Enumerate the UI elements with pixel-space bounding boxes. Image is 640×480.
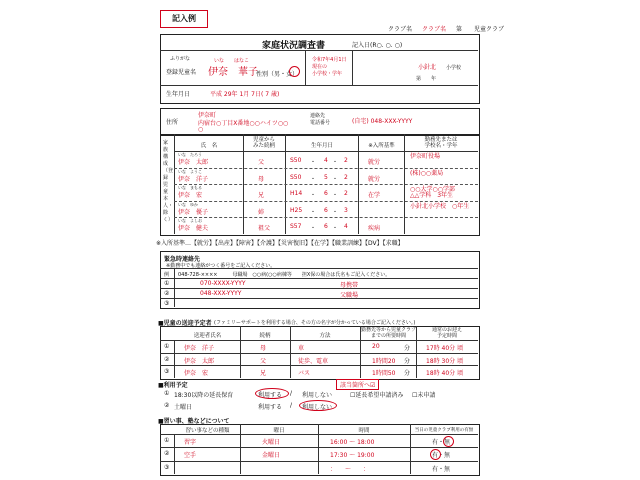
family-work: 小針北小学校 ○年生 — [410, 202, 470, 210]
family-furigana: いな よしお — [178, 218, 202, 224]
usage-check-1: ☐延長希望申請済み — [350, 392, 404, 399]
usage-option-nouse: 利用しない — [302, 392, 333, 399]
family-header-relation: 児童から みた続柄 — [252, 137, 275, 149]
family-dob-dot: ・ — [332, 208, 339, 216]
emergency-note: ※勤務中でも連絡がつく番号をご記入ください。 — [166, 263, 276, 269]
family-basis: 在学 — [368, 192, 381, 200]
entry-date: 記入日(R○. ○. ○) — [352, 42, 403, 49]
grade-label: 令和7年4月1日 現在の 小学校・学年 — [312, 57, 347, 77]
grade-value: 第 年 — [416, 76, 437, 82]
family-dob-dot: ・ — [310, 225, 317, 233]
usage-check-2: ☐未申請 — [412, 392, 436, 399]
emergency-phone: 048-XXX-YYYY — [200, 290, 242, 297]
usage-row-no: ② — [164, 402, 170, 409]
family-dob-dot: ・ — [332, 192, 339, 200]
lesson-time: 16:00 ～ 18:00 — [330, 439, 375, 446]
emergency-row-no: ③ — [164, 300, 170, 307]
family-dob-dot: ・ — [332, 225, 339, 233]
family-side-label: 家族構成（登録児童本人・除く） — [163, 140, 174, 223]
usage-row-label: 18:30以降の延長保育 — [174, 392, 234, 399]
school-name: 小針北 — [418, 64, 437, 71]
family-header-name: 氏 名 — [200, 143, 218, 149]
pickup-method: 徒歩、電車 — [298, 357, 329, 365]
family-dob-dot: ・ — [332, 175, 339, 183]
family-work: ○○大学○○学部 △△学科 3年生 — [410, 186, 455, 200]
family-dob-era: S50 — [290, 173, 302, 181]
family-dob-dot: ・ — [310, 175, 317, 183]
pickup-row-no: ① — [164, 343, 170, 350]
family-relation: 母 — [258, 175, 265, 183]
lesson-time: 17:30 ～ 19:00 — [330, 452, 375, 460]
family-furigana: いな たろう — [178, 152, 202, 157]
lessons-header-use: 当日の児童クラブ利用の有無 — [414, 428, 474, 433]
child-name: 伊奈 華子 — [208, 67, 258, 78]
pickup-name: 伊奈 太郎 — [184, 357, 215, 365]
family-furigana: いな まもる — [178, 185, 202, 191]
emergency-row-no: ② — [164, 290, 170, 297]
pickup-time: 17時 40分 頃 — [426, 345, 464, 352]
family-row-divider — [174, 201, 478, 202]
usage-option-use: 利用する — [258, 404, 283, 411]
emergency-example-label: 例 — [164, 272, 170, 278]
family-header-basis: ※入所基準 — [368, 143, 395, 149]
family-dob-day: 4 — [344, 223, 348, 231]
emergency-row-divider — [160, 298, 478, 299]
lesson-day: 金曜日 — [262, 452, 281, 460]
pickup-header-time: 通常のお迎え 予定時間 — [431, 327, 462, 339]
pickup-duration-unit: 分 — [404, 370, 411, 378]
emergency-phone: 070-XXXX-YYYY — [200, 280, 246, 287]
family-dob-dot: ・ — [310, 208, 317, 216]
pickup-row-divider — [160, 353, 478, 354]
pickup-duration-unit: 分 — [404, 345, 411, 352]
emergency-example: 048-728-×××× 母職場 ○○病(○○病棟等 担X保の場合は氏名もご記入ください。 — [178, 272, 391, 278]
club-suffix: 第 児童クラブ — [456, 26, 505, 33]
lessons-header-day: 曜日 — [273, 428, 285, 434]
family-basis: 就労 — [368, 159, 381, 166]
usage-option-sep: / — [290, 402, 293, 409]
family-row-divider — [174, 217, 478, 218]
family-dob-dot: ・ — [332, 159, 339, 166]
sex-label: 性別（男・女） — [256, 71, 299, 78]
family-basis: 就労 — [368, 175, 381, 183]
emergency-row-no: ① — [164, 280, 170, 287]
school-suffix: 小学校 — [446, 65, 462, 71]
usage-option-use: 利用する — [258, 392, 283, 399]
lesson-use: 有・無 — [432, 439, 451, 446]
family-dob-era: S57 — [290, 223, 302, 231]
lesson-row-no: ③ — [164, 463, 170, 471]
pickup-header-rel: 続柄 — [259, 333, 271, 339]
family-work: 伊奈町役場 — [410, 153, 441, 160]
address-town: 伊奈町 — [198, 112, 217, 119]
family-name: 伊奈 優子 — [178, 208, 209, 216]
family-relation: 父 — [258, 159, 265, 166]
lesson-row-divider — [160, 447, 478, 448]
pickup-header-method: 方法 — [319, 333, 331, 339]
family-dob-dot: ・ — [310, 192, 317, 200]
usage-title: ■利用予定 — [158, 382, 188, 389]
contact-phone: (自宅) 048-XXX-YYYY — [352, 118, 413, 125]
pickup-title: ■児童の送迎予定者 — [158, 320, 212, 327]
lessons-title: ■習い事、塾などについて — [158, 418, 230, 425]
emergency-who: 母携帯 — [340, 282, 359, 289]
pickup-rel: 母 — [260, 345, 267, 352]
family-dob-era: H14 — [290, 190, 303, 198]
pickup-name: 伊奈 洋子 — [184, 345, 215, 352]
sample-label: 記入例 — [160, 10, 208, 28]
lesson-use: 有・無 — [432, 465, 451, 473]
dob-label: 生年月日 — [166, 91, 191, 98]
family-relation: 兄 — [258, 192, 265, 200]
emergency-row-divider — [160, 278, 478, 279]
pickup-header-name: 送迎者氏名 — [193, 333, 222, 339]
family-furigana: いな ようこ — [178, 168, 202, 174]
pickup-time: 18時 40分 頃 — [426, 370, 464, 378]
family-header-dob: 生年月日 — [310, 143, 333, 149]
family-dob-month: 6 — [324, 190, 328, 198]
family-name: 伊奈 健夫 — [178, 225, 209, 233]
pickup-duration: 1時間20 — [372, 357, 396, 365]
pickup-row-no: ③ — [164, 368, 170, 376]
pickup-duration: 1時間50 — [372, 370, 396, 378]
family-dob-day: 2 — [344, 190, 348, 198]
pickup-time: 18時 30分 頃 — [426, 357, 464, 365]
pickup-title-note: (ファミリーサポートを利用する場合、その方の名字が分かっている場合ご記入ください。) — [214, 320, 416, 326]
usage-red-note: 該当箇所へ☑ — [336, 379, 379, 390]
pickup-method: 車 — [298, 345, 305, 352]
lesson-use: 有・無 — [432, 452, 451, 460]
family-relation: 祖父 — [258, 225, 271, 233]
pickup-rel: 兄 — [260, 370, 267, 378]
lesson-time: ： ～ ： — [330, 465, 370, 473]
emergency-title: 緊急時連絡先 — [164, 256, 201, 263]
form-title: 家庭状況調査書 — [262, 41, 326, 51]
family-name: 伊奈 宏 — [178, 192, 203, 200]
address-label: 住所 — [166, 119, 179, 126]
lessons-header-time: 時間 — [358, 428, 370, 434]
usage-option-nouse: 利用しない — [302, 404, 333, 411]
dob-value: 平成 29年 1月 7日( 7 歳) — [210, 91, 280, 98]
family-relation: 姉 — [258, 208, 265, 216]
family-dob-era: S50 — [290, 157, 302, 164]
family-dob-dot: ・ — [310, 159, 317, 166]
family-row-divider — [174, 168, 478, 169]
family-work: (株)○○薬局 — [410, 169, 444, 177]
family-dob-month: 6 — [324, 223, 328, 231]
lessons-header-kind: 習い事などの種類 — [185, 428, 230, 434]
furigana-label: ふりがな — [170, 56, 191, 62]
family-dob-day: 2 — [344, 157, 348, 164]
usage-row-label: 土曜日 — [174, 404, 193, 411]
club-label: クラブ名 — [388, 26, 413, 33]
family-dob-month: 6 — [324, 206, 328, 214]
lesson-row-divider — [160, 461, 478, 462]
pickup-duration-unit: 分 — [404, 357, 411, 365]
usage-option-sep: / — [290, 390, 293, 397]
lesson-kind: 習字 — [184, 439, 197, 446]
family-header-work: 勤務先または 学校名・学年 — [424, 137, 458, 149]
pickup-name: 伊奈 宏 — [184, 370, 209, 378]
child-furigana: いな はなこ — [214, 58, 250, 64]
criteria-note: ※入所基準…【就労】【出産】【障害】【介護】【災害復旧】【在学】【職業訓練】【DV】【求職】 — [156, 240, 404, 247]
family-dob-era: H25 — [290, 206, 303, 214]
family-dob-day: 3 — [344, 206, 348, 214]
pickup-duration: 20 — [372, 343, 380, 350]
lesson-kind: 空手 — [184, 452, 197, 460]
usage-row-no: ① — [164, 390, 170, 397]
family-name: 伊奈 太郎 — [178, 159, 209, 166]
pickup-row-divider — [160, 365, 478, 366]
lesson-day: 火曜日 — [262, 439, 281, 446]
address-street: 内宿台○丁目X番地○○ハイツ○○ — [198, 120, 289, 127]
family-furigana: いな ゆか — [178, 201, 198, 207]
child-name-label: 登録児童名 — [166, 69, 197, 76]
pickup-rel: 父 — [260, 357, 267, 365]
pickup-method: バス — [298, 370, 311, 378]
contact-label: 連絡先 電話番号 — [310, 113, 331, 126]
family-name: 伊奈 洋子 — [178, 175, 209, 183]
family-dob-month: 4 — [324, 157, 328, 164]
lesson-row-no: ② — [164, 450, 170, 458]
family-dob-month: 5 — [324, 173, 328, 181]
family-basis: 疾病 — [368, 225, 381, 233]
address-room: ○ — [198, 126, 204, 133]
lesson-row-no: ① — [164, 437, 170, 444]
emergency-row-divider — [160, 288, 478, 289]
family-dob-day: 2 — [344, 173, 348, 181]
pickup-header-duration: 勤務先等から児童クラブ までの所要時間 — [361, 327, 417, 339]
emergency-who: 父職場 — [340, 292, 359, 299]
pickup-row-no: ② — [164, 355, 170, 363]
club-name: クラブ名 — [422, 26, 447, 33]
